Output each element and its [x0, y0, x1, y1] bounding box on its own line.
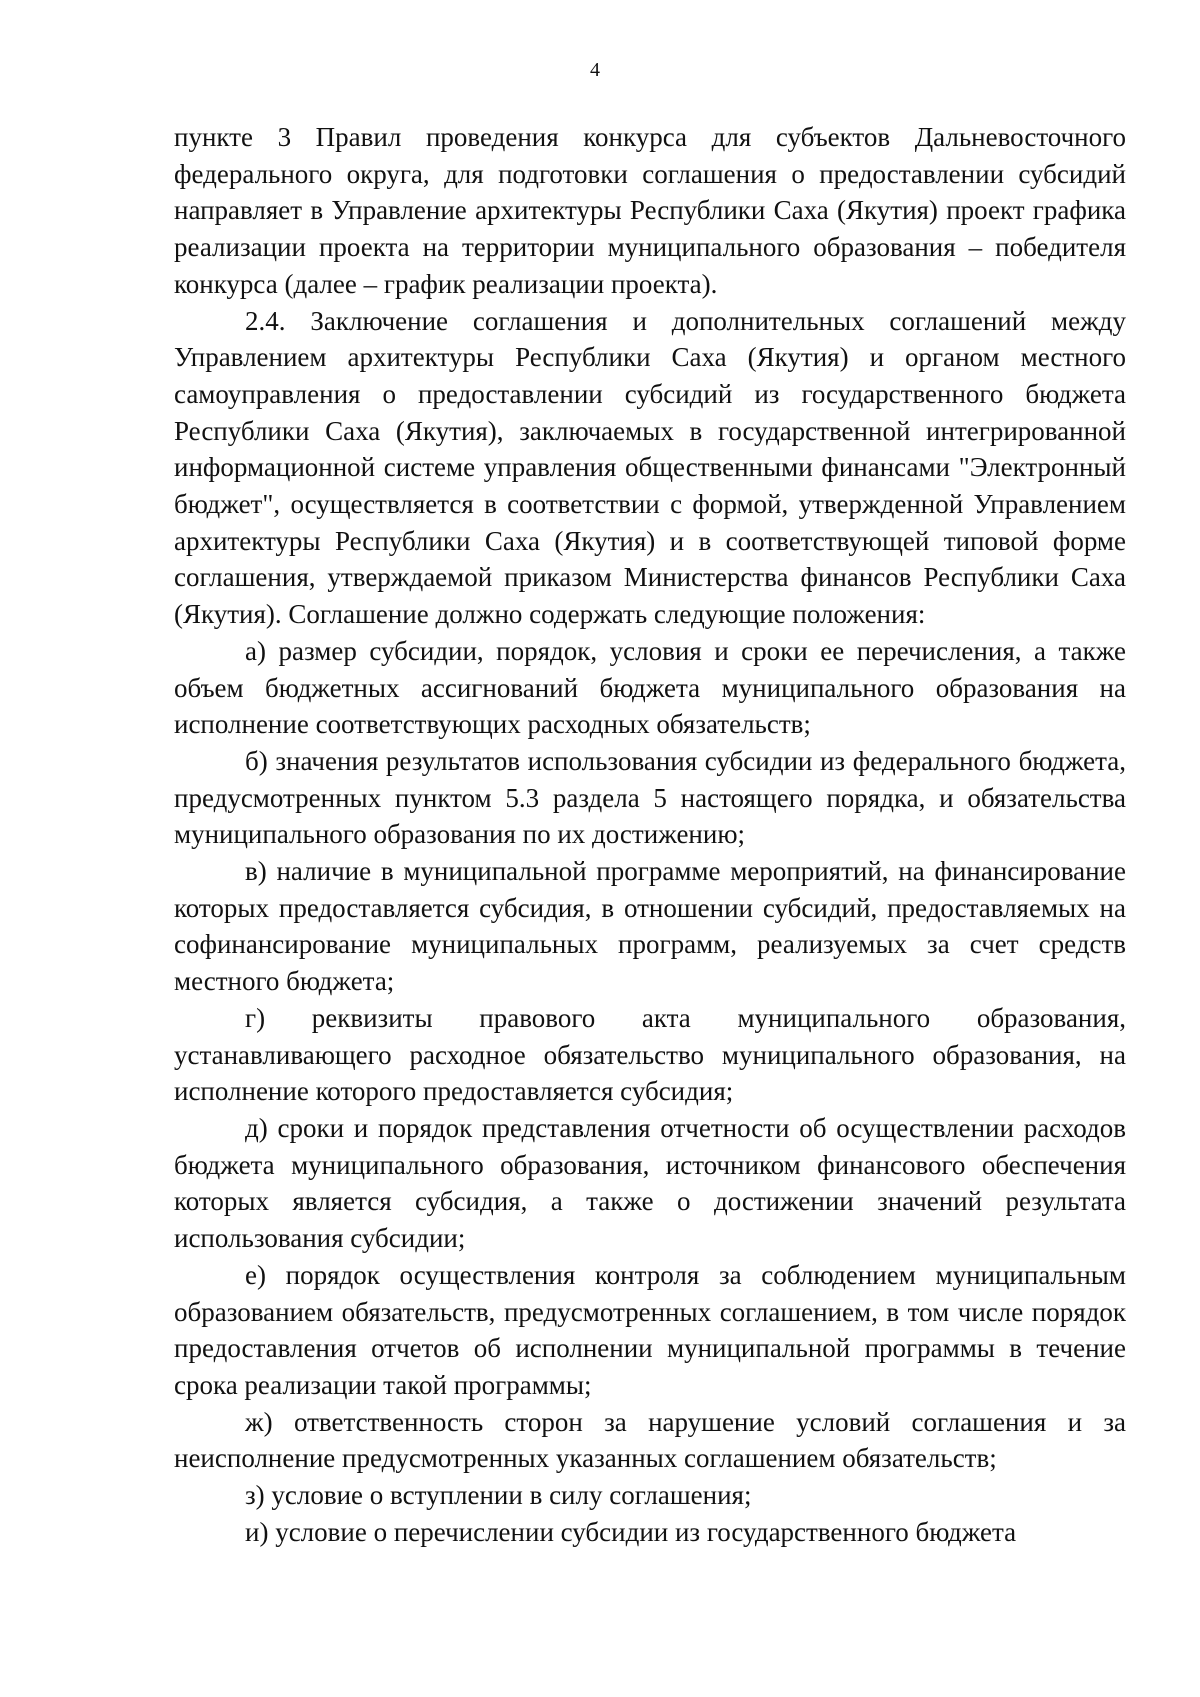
list-item-v: в) наличие в муниципальной программе мероприятий, на финансирование которых предоставляется субсидия, в отношении субсидий, предоставляемых на софинансирование муниципальных программ, реализуемых за счет средств местного бюджета; — [174, 856, 1126, 997]
list-item-zh: ж) ответственность сторон за нарушение условий соглашения и за неисполнение предусмотренных указанных соглашением обязательств; — [174, 1406, 1126, 1474]
list-item-i: и) условие о перечислении субсидии из государственного бюджета — [245, 1516, 1017, 1547]
page-number: 4 — [590, 59, 600, 81]
list-item-g: г) реквизиты правового акта муниципального образования, устанавливающего расходное обязательство муниципального образования, на исполнение которого предоставляется субсидия; — [174, 1002, 1126, 1107]
paragraph-2-4: 2.4. Заключение соглашения и дополнительных соглашений между Управлением архитектуры Республики Саха (Якутия) и органом местного самоуправления о предоставлении субсидий из государственного бюджета Республики Саха (Якутия), заключаемых в государственной интегрированной информационной системе управления общественными финансами "Электронный бюджет", осуществляется в соответствии с формой, утвержденной Управлением архитектуры Республики Саха (Якутия) и в соответствующей типовой форме соглашения, утверждаемой приказом Министерства финансов Республики Саха (Якутия). Соглашение должно содержать следующие положения: — [174, 305, 1126, 630]
paragraph-continuation: пункте 3 Правил проведения конкурса для субъектов Дальневосточного федерального округа, для подготовки соглашения о предоставлении субсидий направляет в Управление архитектуры Республики Саха (Якутия) проект графика реализации проекта на территории муниципального образования – победителя конкурса (далее – график реализации проекта). — [174, 122, 1126, 299]
list-item-a: а) размер субсидии, порядок, условия и сроки ее перечисления, а также объем бюджетных ассигнований бюджета муниципального образования на исполнение соответствующих расходных обязательств; — [174, 635, 1126, 740]
document-body — [174, 119, 1126, 1550]
list-item-z: з) условие о вступлении в силу соглашения; — [245, 1480, 752, 1511]
list-item-b: б) значения результатов использования субсидии из федерального бюджета, предусмотренных пунктом 5.3 раздела 5 настоящего порядка, и обязательства муниципального образования по их достижению; — [174, 745, 1126, 850]
list-item-d: д) сроки и порядок представления отчетности об осуществлении расходов бюджета муниципального образования, источником финансового обеспечения которых является субсидия, а также о достижении значений результата использования субсидии; — [174, 1112, 1126, 1254]
list-item-e: е) порядок осуществления контроля за соблюдением муниципальным образованием обязательств, предусмотренных соглашением, в том числе порядок предоставления отчетов об исполнении муниципальной программы в течение срока реализации такой программы; — [174, 1259, 1126, 1400]
